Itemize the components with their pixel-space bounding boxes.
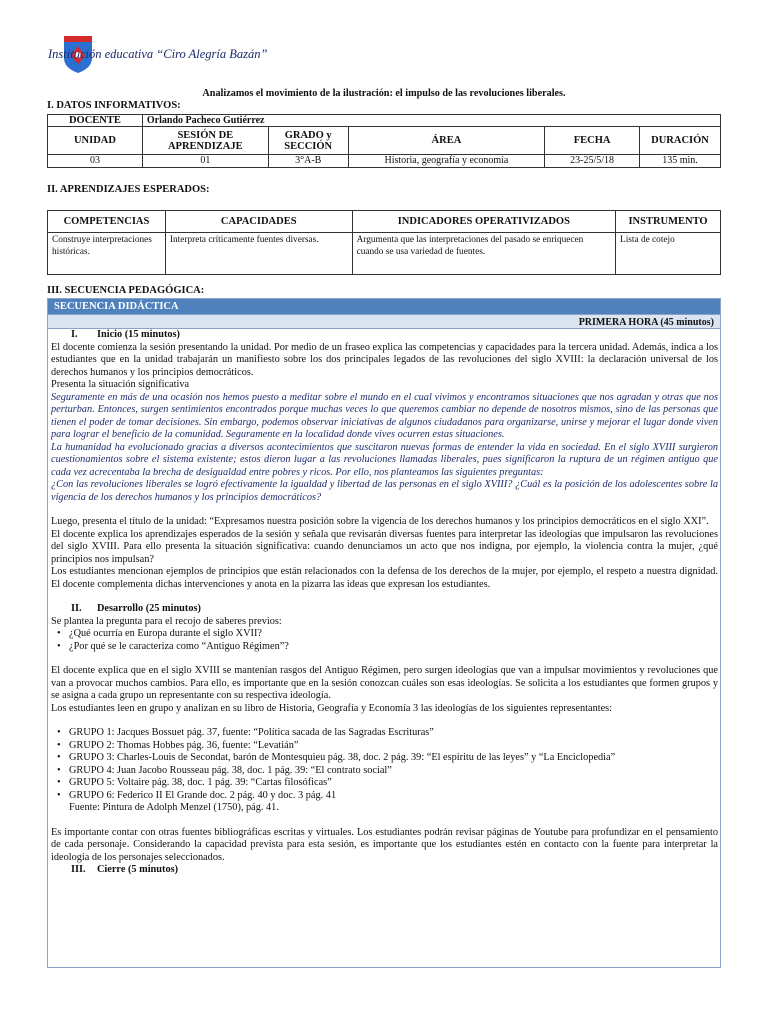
value-duracion: 135 min. <box>640 155 721 168</box>
primera-hora-bar: PRIMERA HORA (45 minutos) <box>48 314 720 329</box>
cell-capacidad: Interpreta críticamente fuentes diversas. <box>165 233 352 275</box>
cell-indicador: Argumenta que las interpretaciones del pasado se enriquecen cuando se usa variedad de fuentes. <box>352 233 615 275</box>
header-fecha: FECHA <box>545 127 640 155</box>
header-competencias: COMPETENCIAS <box>48 211 166 233</box>
docente-label: DOCENTE <box>48 115 143 127</box>
list-item: • ¿Por qué se le caracteriza como “Antiguo Régimen”? <box>55 641 718 654</box>
phase-inicio: I. Inicio (15 minutos) <box>71 329 180 340</box>
paragraph: Luego, presenta el título de la unidad: “Expresamos nuestra posición sobre la vigencia de los derechos humanos y los principios democráticos en el siglo XXI”. <box>51 516 709 527</box>
header-sesion: SESIÓN DE APRENDIZAJE <box>142 127 268 155</box>
header-area: ÁREA <box>348 127 545 155</box>
header-duracion: DURACIÓN <box>640 127 721 155</box>
list-item: • GRUPO 5: Voltaire pág. 38, doc. 1 pág. 39: “Cartas filosóficas” <box>55 777 718 790</box>
value-fecha: 23-25/5/18 <box>545 155 640 168</box>
header-indicadores: INDICADORES OPERATIVIZADOS <box>352 211 615 233</box>
value-area: Historia, geografía y economía <box>348 155 545 168</box>
situacion-paragraph: La humanidad ha evolucionado gracias a diversos acontecimientos que suscitaron nuevas formas de entender la vida en sociedad. En el siglo XVIII surgieron cuestionamientos sobre el sistema existente; estos dieron lugar a las revoluciones llamadas liberales, pues significaron la ruptura de un régimen antiguo que cada vez acrecentaba la brecha de desigualdad entre pobres y ricos. Por ello, nos planteamos las siguientes preguntas: <box>51 441 718 478</box>
docente-value: Orlando Pacheco Gutiérrez <box>142 115 720 127</box>
paragraph: Los estudiantes leen en grupo y analizan en su libro de Historia, Geografía y Economía 3 las ideologías de los siguientes representantes: <box>51 702 613 714</box>
value-unidad: 03 <box>48 155 143 168</box>
fuente-line: Fuente: Pintura de Adolph Menzel (1750), pág. 41. <box>69 802 279 813</box>
paragraph: El docente comienza la sesión presentando la unidad. Por medio de un fraseo explica las competencias y capacidades para la tercera unidad. Además, indica a los estudiantes que en la unidad trabajarán un manifiesto sobre los dos principales legados de las revoluciones del siglo XVIII: la declaración universal de los derechos humanos y los principios democráticos. <box>51 341 718 378</box>
paragraph: Se plantea la pregunta para el recojo de saberes previos: <box>51 615 282 627</box>
preguntas-paragraph: ¿Con las revoluciones liberales se logró efectivamente la igualdad y libertad de las personas en el siglo XVIII? ¿Cuál es la posición de los adolescentes sobre la vigencia de los derechos humanos y los principios democráticos? <box>51 479 718 503</box>
paragraph: El docente explica los aprendizajes esperados de la sesión y señala que revisarán diversas fuentes para interpretar las ideologías que impulsaron las revoluciones del siglo XVIII. Para ello presenta la situación significativa: cuando denunciamos un acto que nos indigna, por ejemplo, la violencia contra la mujer, ¿qué principios nos impulsan? <box>51 528 718 565</box>
cell-competencia: Construye interpretaciones históricas. <box>48 233 166 275</box>
secuencia-bar: SECUENCIA DIDÁCTICA <box>48 299 720 314</box>
list-item: • GRUPO 6: Federico II El Grande doc. 2 pág. 40 y doc. 3 pág. 41 <box>55 790 718 803</box>
phase-desarrollo: II. Desarrollo (25 minutos) <box>71 603 201 614</box>
header-unidad: UNIDAD <box>48 127 143 155</box>
cell-instrumento: Lista de cotejo <box>616 233 721 275</box>
header-capacidades: CAPACIDADES <box>165 211 352 233</box>
paragraph: Presenta la situación significativa <box>51 379 190 390</box>
value-sesion: 01 <box>142 155 268 168</box>
phase-cierre: III. Cierre (5 minutos) <box>71 864 179 875</box>
section-3-heading: III. SECUENCIA PEDAGÓGICA: <box>47 285 205 296</box>
grupos-list <box>51 727 718 802</box>
saberes-previos-list <box>51 628 718 653</box>
header-grado: GRADO y SECCIÓN <box>268 127 348 155</box>
list-item: • GRUPO 3: Charles-Louis de Secondat, barón de Montesquieu pág. 38, doc. 2 pág. 39: “El espíritu de las leyes” y “La Enciclopedia” <box>55 752 718 765</box>
list-item: • GRUPO 1: Jacques Bossuet pág. 37, fuente: “Política sacada de las Sagradas Escrituras” <box>55 727 718 740</box>
paragraph: Es importante contar con otras fuentes bibliográficas escritas y virtuales. Los estudiantes podrán revisar páginas de Youtube para profundizar en el pensamiento de cada personaje. Considerando la capacidad prevista para esta sesión, es importante que los estudiantes estén en contacto con la fuente para interpretar la ideología de los personajes seleccionados. <box>51 826 718 863</box>
secuencia-didactica-box <box>47 298 721 968</box>
section-1-heading: I. DATOS INFORMATIVOS: <box>47 100 181 111</box>
document-title: Analizamos el movimiento de la ilustración: el impulso de las revoluciones liberales. <box>202 88 566 99</box>
datos-informativos-table <box>47 114 721 168</box>
header-instrumento: INSTRUMENTO <box>616 211 721 233</box>
list-item: • ¿Qué ocurría en Europa durante el siglo XVII? <box>55 628 718 641</box>
paragraph: Los estudiantes mencionan ejemplos de principios que están relacionados con la defensa de los derechos de la mujer, por ejemplo, el respeto a nuestra dignidad. El docente complementa dichas intervenciones y anota en la pizarra las ideas que expresan los estudiantes. <box>51 566 718 590</box>
paragraph: El docente explica que en el siglo XVIII se mantenían rasgos del Antiguo Régimen, pero surgen ideologías que van a impulsar movimientos y revoluciones que van a provocar muchos cambios. Para ello, es importante que en la sesión conozcan cuáles son esas ideologías. Se solicita a los estudiantes que formen grupos y se asigna a cada grupo un representante con su respectiva ideología. <box>51 665 718 701</box>
aprendizajes-table <box>47 210 721 275</box>
section-2-heading: II. APRENDIZAJES ESPERADOS: <box>47 184 210 195</box>
situacion-paragraph: Seguramente en más de una ocasión nos hemos puesto a meditar sobre el mundo en el cual vivimos y encontramos situaciones que nos agradan y otras que nos perturban. Entonces, surgen sentimientos encontrados porque muchas veces lo que queremos cambiar no depende de nosotros mismos, sino de las personas que tienen el poder de tomar decisiones. Sin embargo, podemos observar iniciativas de algunos ciudadanos para organizarse, unirse y mejorar el lugar donde viven para lograr el beneficio de la comunidad. Seguramente en la localidad donde vives ocurren estas situaciones. <box>51 391 718 440</box>
secuencia-body <box>48 329 720 877</box>
list-item: • GRUPO 2: Thomas Hobbes pág. 36, fuente: “Levatián” <box>55 740 718 753</box>
list-item: • GRUPO 4: Juan Jacobo Rousseau pág. 38, doc. 1 pág. 39: “El contrato social” <box>55 765 718 778</box>
school-name: Institución educativa “Ciro Alegría Bazán” <box>48 47 268 61</box>
value-grado: 3°A-B <box>268 155 348 168</box>
